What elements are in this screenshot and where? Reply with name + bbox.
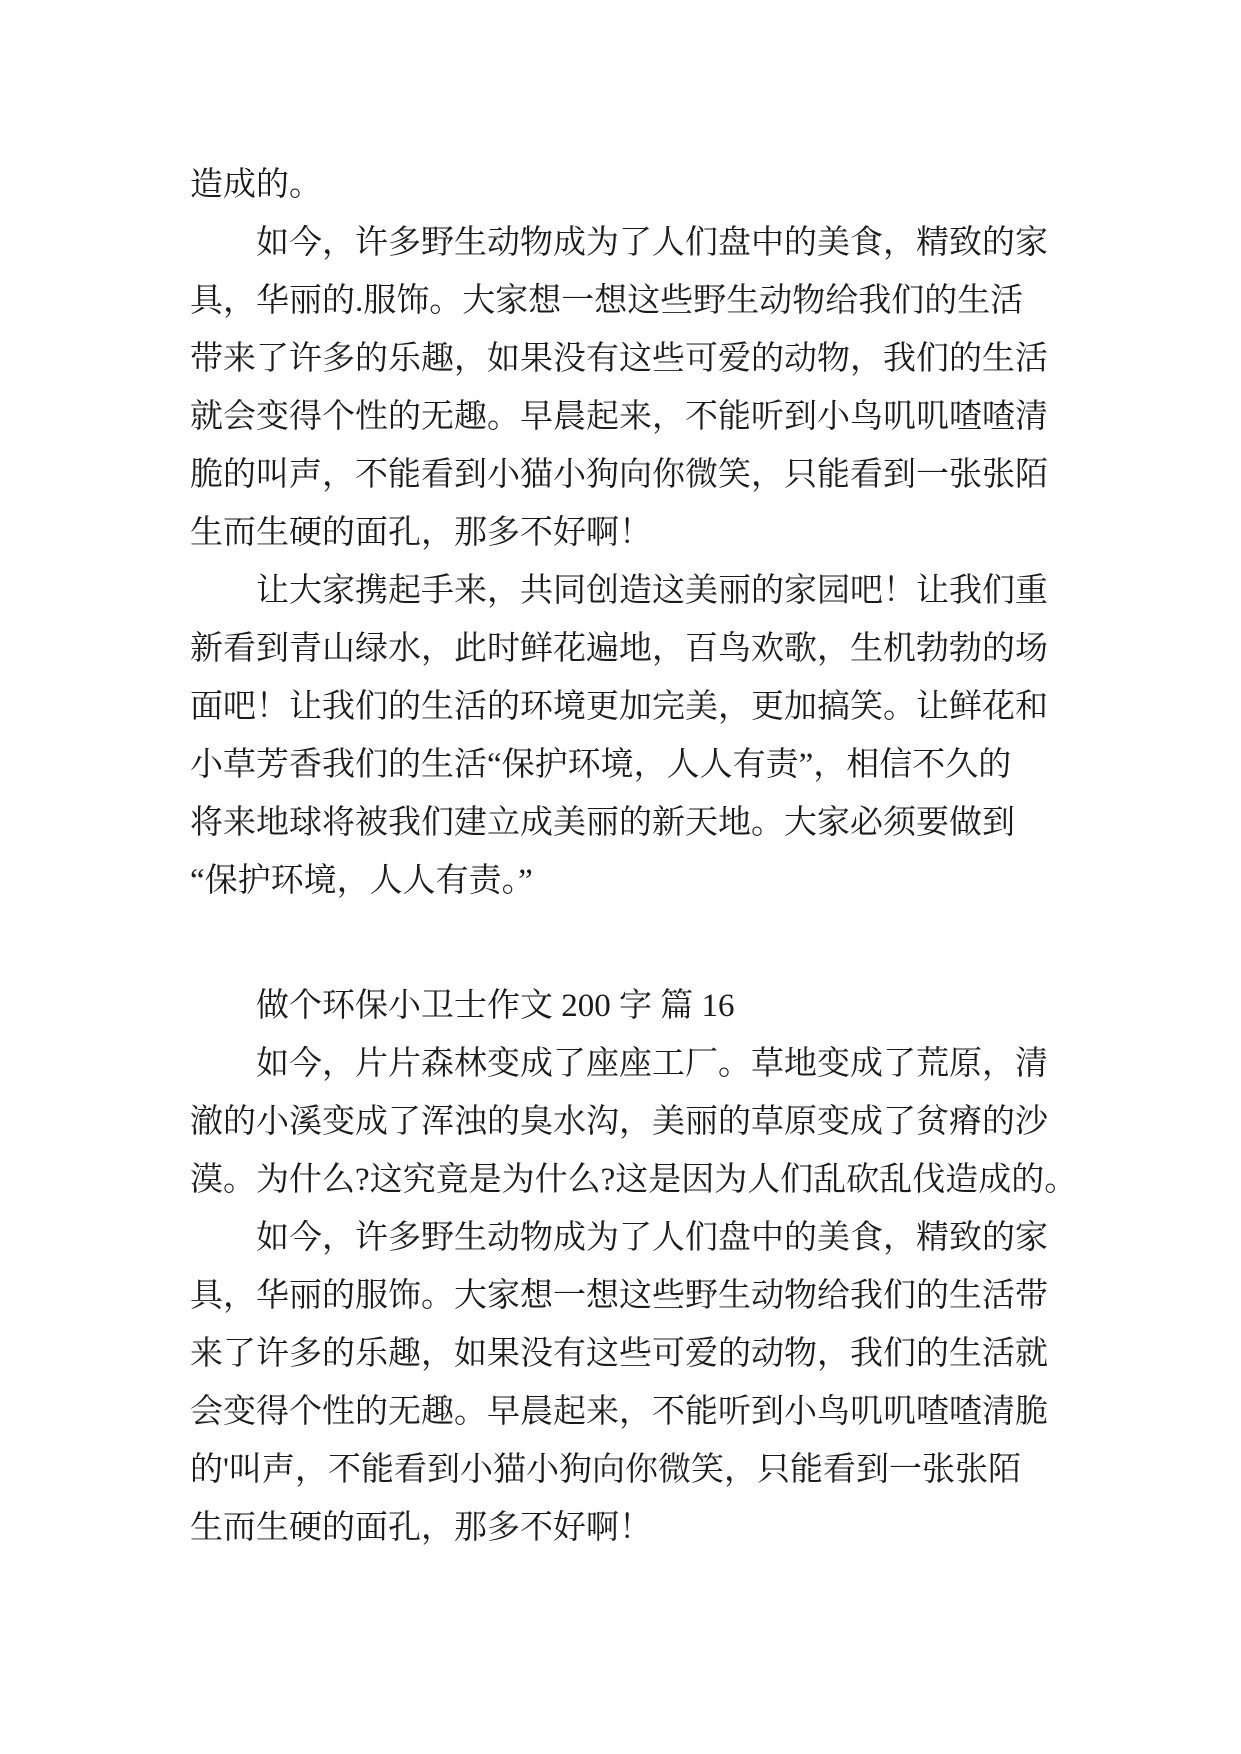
essay-line: 如今，许多野生动物成为了人们盘中的美食，精致的家: [256, 225, 1048, 261]
essay-line: 就会变得个性的无趣。早晨起来，不能听到小鸟叽叽喳喳清: [190, 399, 1048, 435]
essay-line: 漠。为什么?这究竟是为什么?这是因为人们乱砍乱伐造成的。: [190, 1162, 1078, 1198]
essay-line: 具，华丽的服饰。大家想一想这些野生动物给我们的生活带: [190, 1278, 1048, 1314]
essay-line: 的'叫声，不能看到小猫小狗向你微笑，只能看到一张张陌: [190, 1452, 1021, 1488]
section-spacer: [190, 910, 1060, 977]
essay-line: 将来地球将被我们建立成美丽的新天地。大家必须要做到: [190, 805, 1015, 841]
essay-line: 具，华丽的.服饰。大家想一想这些野生动物给我们的生活: [190, 283, 1024, 319]
essay-line: 让大家携起手来，共同创造这美丽的家园吧！让我们重: [256, 573, 1048, 609]
essay-line: 小草芳香我们的生活“保护环境，人人有责”，相信不久的: [190, 747, 1012, 783]
essay-line: 会变得个性的无趣。早晨起来，不能听到小鸟叽叽喳喳清脆: [190, 1394, 1048, 1430]
essay-line: 澈的小溪变成了浑浊的臭水沟，美丽的草原变成了贫瘠的沙: [190, 1104, 1048, 1140]
essay-line: 造成的。: [190, 167, 322, 203]
essay-line: “保护环境，人人有责。”: [190, 863, 533, 899]
essay-line: 带来了许多的乐趣，如果没有这些可爱的动物，我们的生活: [190, 341, 1048, 377]
essay-line: 如今，片片森林变成了座座工厂。草地变成了荒原，清: [256, 1046, 1048, 1082]
document-page: [190, 156, 1078, 1557]
essay-line: 生而生硬的面孔，那多不好啊！: [190, 1510, 652, 1546]
section-heading: 做个环保小卫士作文 200 字 篇 16: [256, 988, 735, 1024]
essay-line: 新看到青山绿水，此时鲜花遍地，百鸟欢歌，生机勃勃的场: [190, 631, 1048, 667]
essay-line: 如今，许多野生动物成为了人们盘中的美食，精致的家: [256, 1220, 1048, 1256]
essay-line: 生而生硬的面孔，那多不好啊！: [190, 515, 652, 551]
essay-line: 脆的叫声，不能看到小猫小狗向你微笑，只能看到一张张陌: [190, 457, 1048, 493]
essay-line: 面吧！让我们的生活的环境更加完美，更加搞笑。让鲜花和: [190, 689, 1048, 725]
essay-line: 来了许多的乐趣，如果没有这些可爱的动物，我们的生活就: [190, 1336, 1048, 1372]
